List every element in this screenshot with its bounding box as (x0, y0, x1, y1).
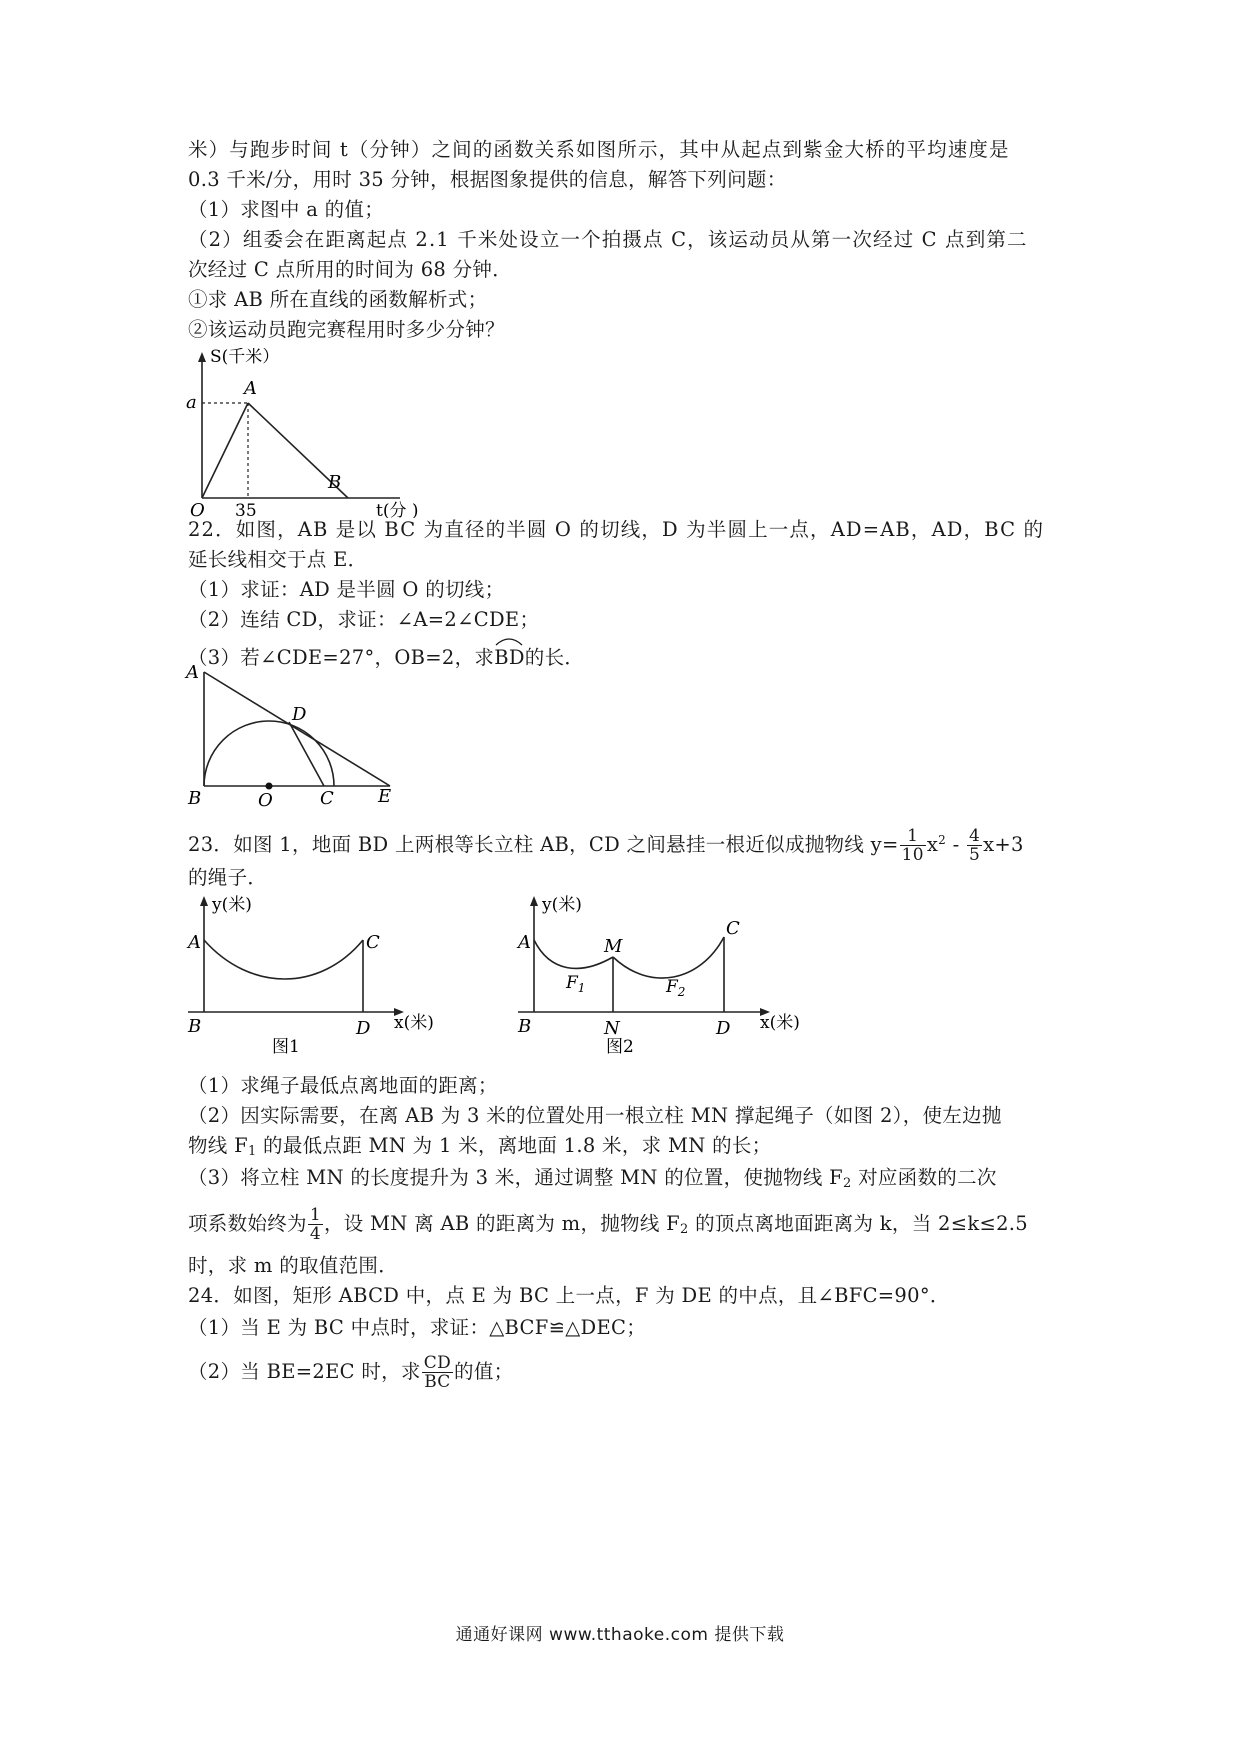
text-line-2: 0.3 千米/分，用时 35 分钟，根据图象提供的信息，解答下列问题： (188, 168, 787, 191)
q23-p2-a: 物线 F (188, 1134, 248, 1157)
fig23b-y-label: y(米) (542, 895, 582, 915)
question-23-part-3 (188, 1164, 997, 1198)
fraction-cd-over-bc (422, 1354, 453, 1391)
fig21-label-B: B (328, 472, 342, 493)
fraction-numerator: 1 (900, 827, 926, 846)
fig23b-x-label: x(米) (760, 1013, 800, 1033)
question-21-part-1: （1）求图中 a 的值； (188, 198, 385, 221)
fig23b-label-M: M (604, 936, 623, 957)
fraction-numerator: CD (423, 1353, 452, 1373)
fraction-four-fifths (967, 827, 982, 864)
fig23a-y-label: y(米) (212, 895, 252, 915)
fig23b-label-A: A (518, 932, 531, 953)
fig23b-label-F2 (665, 977, 685, 999)
fig22-label-D: D (292, 704, 307, 725)
q24-p2-b: 的值； (454, 1360, 514, 1383)
q23-p3c-a: 项系数始终为 (188, 1212, 307, 1235)
q23-p3c-sub: 2 (680, 1222, 689, 1237)
q23-stem-text: 23．如图 1，地面 BD 上两根等长立柱 AB，CD 之间悬挂一根近似成抛物线 y= (188, 833, 899, 856)
fig21-label-a: a (186, 392, 197, 413)
fraction-one-quarter (308, 1206, 323, 1243)
fig21-label-A: A (244, 378, 257, 399)
fraction-numerator: 1 (309, 1205, 321, 1225)
fig22-label-A: A (186, 662, 199, 683)
fig21-tick-35: 35 (235, 501, 257, 518)
question-22-part-1: （1）求证：AD 是半圆 O 的切线； (188, 578, 505, 601)
q23-p2-b: 的最低点距 MN 为 1 米，离地面 1.8 米，求 MN 的长； (256, 1134, 772, 1157)
fig23a-label-A: A (188, 932, 201, 953)
q23-x: x (926, 833, 939, 856)
text-line-1: 米）与跑步时间 t（分钟）之间的函数关系如图所示，其中从起点到紫金大桥的平均速度是 (188, 138, 1010, 161)
question-22-stem-2: 延长线相交于点 E． (188, 548, 368, 571)
question-23-stem (188, 826, 1024, 864)
figure-22-semicircle (180, 660, 420, 810)
q24-p2-a: （2）当 BE=2EC 时，求 (188, 1360, 421, 1383)
figure-23-1 (180, 892, 470, 1062)
fraction-denominator: 4 (309, 1224, 321, 1244)
q23-p3c-c: 的顶点离地面距离为 k，当 2≤k≤2.5 (688, 1212, 1029, 1235)
fig22-label-O: O (258, 790, 273, 810)
arc-bd (494, 638, 525, 672)
q23-minus: - (946, 833, 966, 856)
question-21-sub-2: ②该运动员跑完赛程用时多少分钟？ (188, 318, 505, 341)
question-21-part-2: （2）组委会在距离起点 2.1 千米处设立一个拍摄点 C，该运动员从第一次经过 C 点到第二 (188, 228, 1028, 251)
q22-part3-prefix: （3）若∠CDE=27°，OB=2，求 (188, 646, 495, 669)
fig23a-label-C: C (366, 932, 380, 953)
fig23b-F1-sub: 1 (577, 981, 586, 995)
arc-bd-label: BD (494, 646, 525, 669)
q23-p3-a: （3）将立柱 MN 的长度提升为 3 米，通过调整 MN 的位置，使抛物线 F (188, 1166, 843, 1189)
fraction-denominator: 5 (968, 845, 981, 865)
page-footer: 通通好课网 www.tthaoke.com 提供下载 (455, 1625, 785, 1645)
question-21-sub-1: ①求 AB 所在直线的函数解析式； (188, 288, 488, 311)
q23-exponent: 2 (938, 833, 947, 847)
question-23-stem-2: 的绳子． (188, 866, 268, 889)
fig23b-label-B: B (518, 1016, 532, 1037)
fig23b-label-C: C (726, 918, 740, 939)
question-23-part-2: （2）因实际需要，在离 AB 为 3 米的位置处用一根立柱 MN 撑起绳子（如图 2），使左边抛 (188, 1104, 1002, 1127)
fig23b-F2-sub: 2 (677, 985, 686, 999)
figure-21-graph (180, 348, 450, 518)
q23-p3-b: 对应函数的二次 (851, 1166, 997, 1189)
fig22-label-E: E (378, 786, 392, 807)
question-22-part-2: （2）连结 CD，求证：∠A=2∠CDE； (188, 608, 540, 631)
fig23b-label-F1 (565, 973, 585, 995)
q23-p3-sub: 2 (843, 1176, 852, 1191)
fig23b-F2-letter: F (666, 977, 678, 997)
q23-p2-sub: 1 (247, 1144, 257, 1159)
question-24-part-1: （1）当 E 为 BC 中点时，求证：△BCF≌△DEC； (188, 1316, 647, 1339)
fig21-label-O: O (190, 500, 205, 518)
fraction-denominator: BC (424, 1372, 451, 1392)
figure-23-2 (510, 892, 840, 1062)
fraction-one-tenth (900, 827, 926, 864)
fraction-denominator: 10 (901, 845, 924, 865)
question-23-part-1: （1）求绳子最低点离地面的距离； (188, 1074, 498, 1097)
q23-stem-tail: x+3 (983, 833, 1024, 856)
fraction-numerator: 4 (968, 826, 981, 846)
fig23b-label-D: D (716, 1018, 731, 1039)
fig21-x-label: t(分 ) (376, 501, 419, 518)
q22-part3-suffix: 的长． (524, 646, 585, 669)
fig23a-label-D: D (356, 1018, 371, 1039)
question-23-part-3-cont (188, 1206, 1028, 1244)
fig23b-label-N: N (604, 1018, 620, 1039)
fig23a-caption: 图1 (272, 1037, 300, 1057)
question-24-stem: 24．如图，矩形 ABCD 中，点 E 为 BC 上一点，F 为 DE 的中点，且∠BFC=90°． (188, 1284, 950, 1307)
fig21-y-label: S(千米） (210, 348, 280, 367)
fig23b-F1-letter: F (566, 973, 578, 993)
q23-p3c-b: ，设 MN 离 AB 的距离为 m，抛物线 F (323, 1212, 680, 1235)
question-23-part-2-cont (188, 1132, 771, 1166)
fig22-label-C: C (320, 788, 334, 809)
question-24-part-2 (188, 1354, 513, 1391)
fig22-label-B: B (188, 788, 202, 809)
question-22-stem: 22．如图，AB 是以 BC 为直径的半圆 O 的切线，D 为半圆上一点，AD=AB，AD，BC 的 (188, 518, 1045, 541)
fig23a-x-label: x(米) (394, 1013, 434, 1033)
question-23-part-3-end: 时，求 m 的取值范围． (188, 1254, 398, 1277)
fig23a-label-B: B (188, 1016, 202, 1037)
text-line-5: 次经过 C 点所用的时间为 68 分钟． (188, 258, 513, 281)
fig23b-caption: 图2 (606, 1037, 634, 1057)
